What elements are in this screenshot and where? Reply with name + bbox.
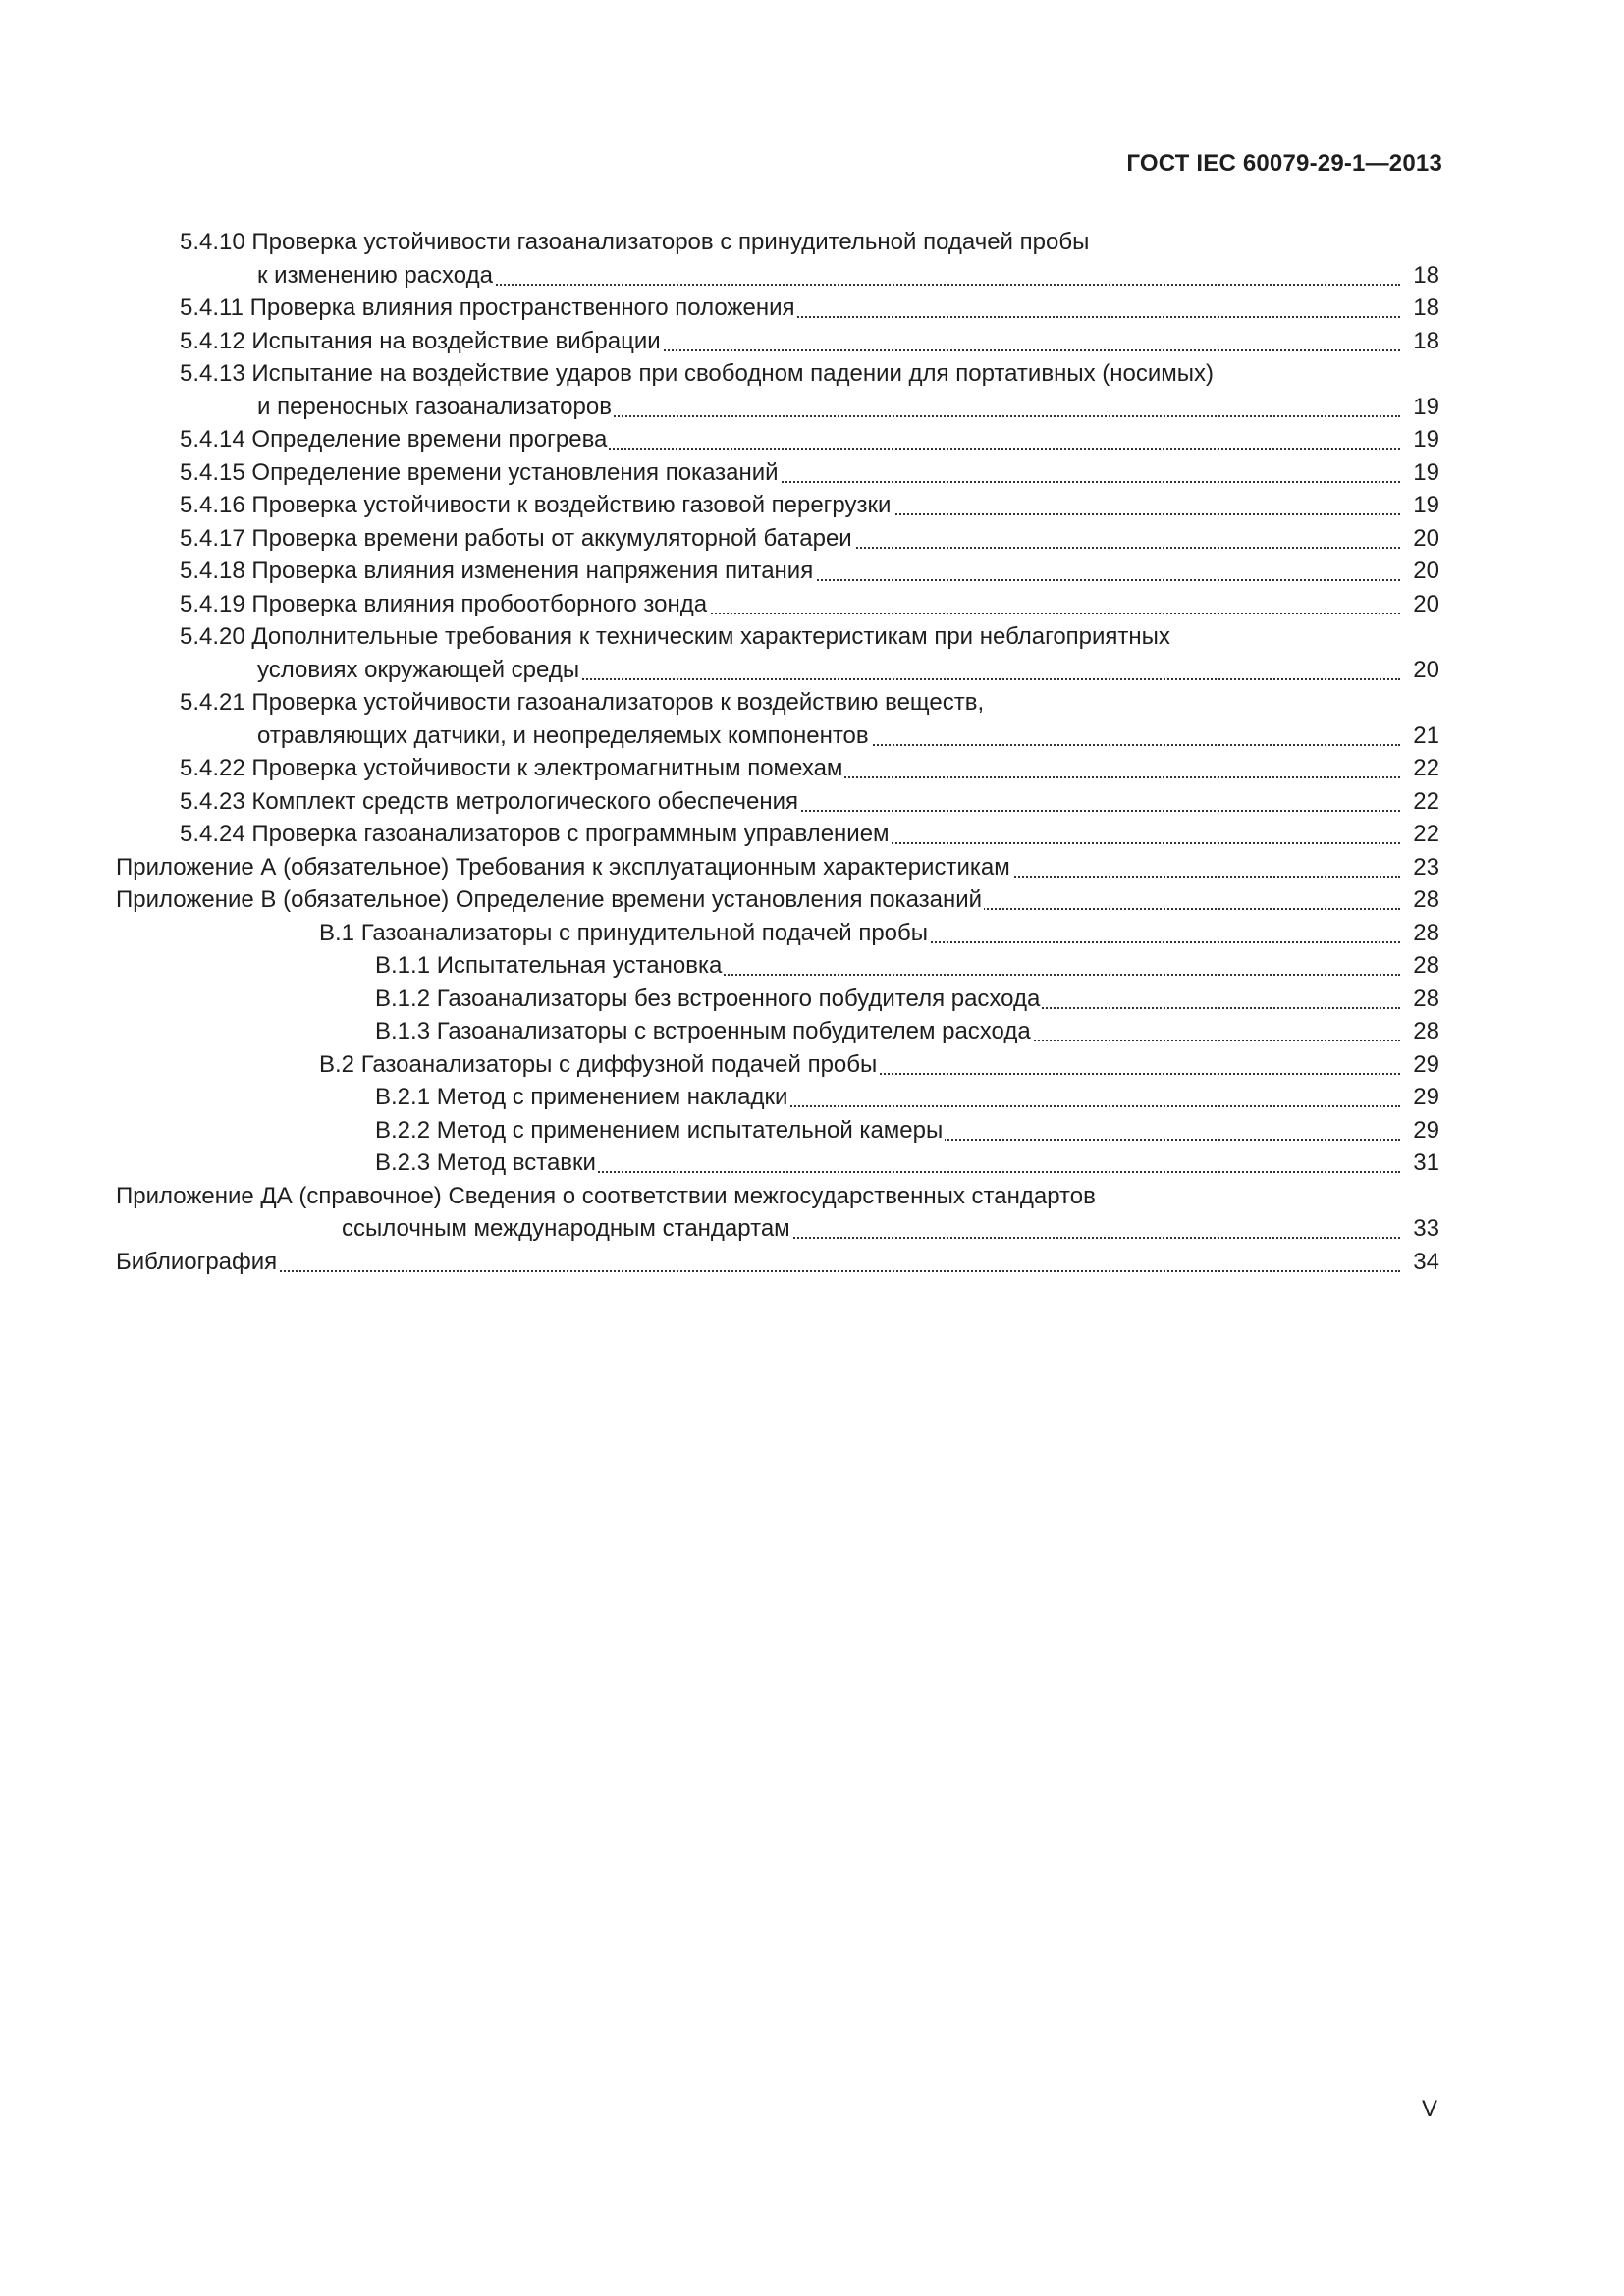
toc-entry-text: 5.4.24 Проверка газоанализаторов с программным управлением bbox=[180, 821, 890, 847]
toc-entry-b-1 bbox=[319, 917, 1439, 949]
toc-page-number: 20 bbox=[1409, 522, 1439, 555]
toc-entry-5-4-10-cont bbox=[257, 259, 1439, 292]
toc-entry-b-1-1 bbox=[375, 949, 1439, 982]
toc-page-number: 19 bbox=[1409, 391, 1439, 423]
toc-entry-text: 5.4.23 Комплект средств метрологического обеспечения bbox=[180, 788, 799, 815]
toc-entry-text: В.1.1 Испытательная установка bbox=[375, 952, 723, 979]
toc-entry-text: 5.4.21 Проверка устойчивости газоанализаторов к воздействию веществ, bbox=[180, 689, 985, 716]
toc-entry-5-4-20 bbox=[180, 620, 1439, 653]
toc-entry-appendix-da bbox=[116, 1180, 1439, 1212]
toc-entry-5-4-13 bbox=[180, 357, 1439, 390]
toc-entry-appendix-da-cont bbox=[342, 1212, 1439, 1245]
toc-entry-text: 5.4.15 Определение времени установления показаний bbox=[180, 459, 779, 486]
toc-entry-text: 5.4.18 Проверка влияния изменения напряжения питания bbox=[180, 558, 814, 584]
toc-entry-text: и переносных газоанализаторов bbox=[257, 394, 612, 420]
toc-page-number: 28 bbox=[1409, 983, 1439, 1015]
toc-page-number: 28 bbox=[1409, 883, 1439, 916]
toc-entry-5-4-13-cont bbox=[257, 391, 1439, 423]
toc-entry-5-4-14 bbox=[180, 423, 1439, 455]
toc-entry-5-4-20-cont bbox=[257, 654, 1439, 686]
toc-entry-text: к изменению расхода bbox=[257, 262, 493, 289]
toc-entry-5-4-16 bbox=[180, 489, 1439, 521]
toc-entry-text: ссылочным международным стандартам bbox=[342, 1215, 790, 1242]
toc-page-number: 19 bbox=[1409, 456, 1439, 489]
toc-entry-b-2-3 bbox=[375, 1147, 1439, 1179]
toc-entry-5-4-22 bbox=[180, 752, 1439, 784]
toc-page-number: 20 bbox=[1409, 588, 1439, 620]
toc-page-number: 28 bbox=[1409, 949, 1439, 982]
toc-entry-text: В.1 Газоанализаторы с принудительной подачей пробы bbox=[319, 920, 929, 946]
toc-page-number: 34 bbox=[1409, 1246, 1439, 1278]
toc-entry-text: условиях окружающей среды bbox=[257, 657, 580, 683]
toc-entry-appendix-a bbox=[116, 851, 1439, 883]
toc-entry-text: В.2.1 Метод с применением накладки bbox=[375, 1084, 788, 1110]
toc-page-number: 31 bbox=[1409, 1147, 1439, 1179]
document-code: ГОСТ IEC 60079-29-1—2013 bbox=[1126, 150, 1442, 177]
toc-entry-5-4-10 bbox=[180, 226, 1439, 258]
toc-entry-5-4-11 bbox=[180, 292, 1439, 324]
toc-page-number: 22 bbox=[1409, 818, 1439, 850]
toc-entry-5-4-15 bbox=[180, 456, 1439, 489]
toc-entry-text: В.1.2 Газоанализаторы без встроенного побудителя расхода bbox=[375, 986, 1041, 1012]
toc-page-number: 23 bbox=[1409, 851, 1439, 883]
toc-entry-text: 5.4.20 Дополнительные требования к техническим характеристикам при неблагоприятных bbox=[180, 623, 1170, 650]
toc-page-number: 18 bbox=[1409, 259, 1439, 292]
toc-entry-b-1-3 bbox=[375, 1015, 1439, 1047]
toc-entry-text: Приложение В (обязательное) Определение времени установления показаний bbox=[116, 886, 983, 913]
toc-entry-5-4-18 bbox=[180, 555, 1439, 587]
toc-entry-text: 5.4.22 Проверка устойчивости к электромагнитным помехам bbox=[180, 755, 843, 781]
toc-entry-text: Библиография bbox=[116, 1249, 278, 1275]
toc-page-number: 20 bbox=[1409, 654, 1439, 686]
toc-entry-5-4-17 bbox=[180, 522, 1439, 555]
toc-page-number: 29 bbox=[1409, 1081, 1439, 1113]
toc-page-number: 19 bbox=[1409, 423, 1439, 455]
toc-entry-bibliography bbox=[116, 1246, 1439, 1278]
toc-page-number: 28 bbox=[1409, 917, 1439, 949]
toc-page-number: 21 bbox=[1409, 720, 1439, 752]
toc-entry-text: В.2.2 Метод с применением испытательной камеры bbox=[375, 1117, 944, 1144]
toc-entry-5-4-21 bbox=[180, 686, 1439, 719]
toc-entry-5-4-24 bbox=[180, 818, 1439, 850]
toc-page-number: 22 bbox=[1409, 785, 1439, 818]
toc-entry-text: Приложение А (обязательное) Требования к эксплуатационным характеристикам bbox=[116, 854, 1010, 881]
toc-entry-text: 5.4.12 Испытания на воздействие вибрации bbox=[180, 328, 661, 354]
toc-entry-text: 5.4.11 Проверка влияния пространственного положения bbox=[180, 294, 795, 321]
toc-page-number: 18 bbox=[1409, 325, 1439, 357]
toc-entry-b-2 bbox=[319, 1048, 1439, 1081]
toc-entry-text: В.1.3 Газоанализаторы с встроенным побудителем расхода bbox=[375, 1018, 1031, 1044]
toc-entry-text: 5.4.19 Проверка влияния пробоотборного зонда bbox=[180, 591, 708, 617]
toc-page-number: 22 bbox=[1409, 752, 1439, 784]
toc-page-number: 19 bbox=[1409, 489, 1439, 521]
toc-entry-text: 5.4.10 Проверка устойчивости газоанализаторов с принудительной подачей пробы bbox=[180, 229, 1090, 255]
toc-entry-text: 5.4.13 Испытание на воздействие ударов при свободном падении для портативных (носимых) bbox=[180, 360, 1214, 387]
toc-page-number: 20 bbox=[1409, 555, 1439, 587]
toc-page-number: 18 bbox=[1409, 292, 1439, 324]
toc-entry-b-2-1 bbox=[375, 1081, 1439, 1113]
toc-entry-text: 5.4.17 Проверка времени работы от аккумуляторной батареи bbox=[180, 525, 852, 552]
toc-entry-text: 5.4.16 Проверка устойчивости к воздействию газовой перегрузки bbox=[180, 492, 892, 518]
toc-entry-b-1-2 bbox=[375, 983, 1439, 1015]
toc-entry-5-4-19 bbox=[180, 588, 1439, 620]
toc-page-number: 29 bbox=[1409, 1114, 1439, 1147]
toc-entry-5-4-21-cont bbox=[257, 720, 1439, 752]
toc-entry-text: отравляющих датчики, и неопределяемых компонентов bbox=[257, 722, 869, 749]
page-number: V bbox=[1421, 2096, 1437, 2122]
toc-entry-text: В.2 Газоанализаторы с диффузной подачей пробы bbox=[319, 1051, 878, 1078]
toc-entry-text: Приложение ДА (справочное) Сведения о соответствии межгосударственных стандартов bbox=[116, 1183, 1096, 1209]
toc-entry-appendix-b bbox=[116, 883, 1439, 916]
toc-entry-b-2-2 bbox=[375, 1114, 1439, 1147]
toc-page-number: 28 bbox=[1409, 1015, 1439, 1047]
toc-entry-text: 5.4.14 Определение времени прогрева bbox=[180, 426, 608, 453]
toc-page-number: 29 bbox=[1409, 1048, 1439, 1081]
toc-entry-text: В.2.3 Метод вставки bbox=[375, 1149, 596, 1176]
toc-entry-5-4-23 bbox=[180, 785, 1439, 818]
toc-entry-5-4-12 bbox=[180, 325, 1439, 357]
toc-page-number: 33 bbox=[1409, 1212, 1439, 1245]
